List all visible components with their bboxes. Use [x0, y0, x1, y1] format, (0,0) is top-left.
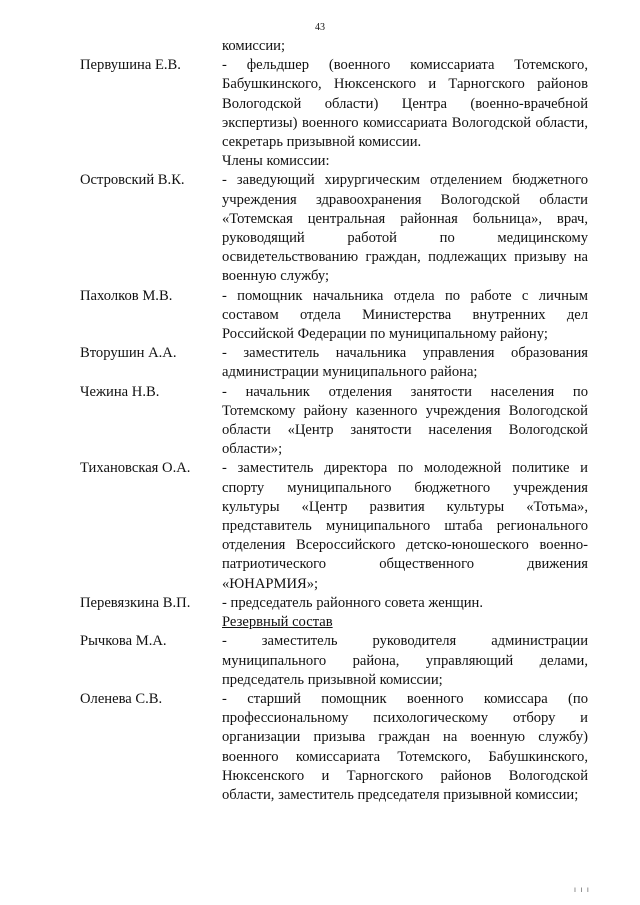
reserve-entry	[80, 690, 588, 805]
continuation-text: комиссии;	[222, 38, 286, 54]
document-body	[80, 37, 588, 805]
reserve-entry	[80, 632, 588, 690]
secretary-name: Первушина Е.В.	[80, 57, 181, 74]
member-name: Вторушин А.А.	[80, 345, 177, 362]
member-name: Тихановская О.А.	[80, 460, 191, 477]
reserve-role: - старший помощник военного комиссара (по профессиональному психологическому отбору и организации призыва граждан на военную службу) военного комиссариата Тотемского, Бабушкинского, Нюксенского и Тарногского районов Вологодской области, заместитель председателя призывной комиссии;	[222, 690, 588, 803]
member-role: - заместитель директора по молодежной политике и спорту муниципального бюджетного учреждения культуры «Центр развития культуры «Тотьма», представитель муниципального штаба регионального отделения Всероссийского детско-юношеского военно-патриотического общественного движения «ЮНАРМИЯ»;	[222, 460, 588, 592]
member-entry	[80, 594, 588, 613]
page-number: 43	[315, 22, 325, 33]
member-role: - заместитель начальника управления образования администрации муниципального района;	[222, 345, 588, 381]
member-entry	[80, 171, 588, 286]
member-role: - заведующий хирургическим отделением бюджетного учреждения здравоохранения Вологодской области «Тотемская центральная районная больница», врач, руководящий работой по медицинскому освидетельствованию граждан, подлежащих призыву на военную службу;	[222, 172, 588, 285]
secretary-entry	[80, 56, 588, 152]
member-entry	[80, 287, 588, 345]
scan-mark-icon: ı ı ı	[573, 884, 590, 894]
members-heading: Члены комиссии:	[222, 153, 330, 170]
reserve-heading: Резервный состав	[222, 614, 333, 631]
member-entry	[80, 459, 588, 593]
member-role: - начальник отделения занятости населения по Тотемскому району казенного учреждения Вологодской области «Центр занятости населения Вологодской области»;	[222, 383, 588, 458]
member-entry	[80, 383, 588, 460]
member-entry	[80, 344, 588, 382]
member-role: - помощник начальника отдела по работе с личным составом отдела Министерства внутренних дел Российской Федерации по муниципальному району;	[222, 287, 588, 343]
member-role: - председатель районного совета женщин.	[222, 594, 484, 611]
member-name: Чежина Н.В.	[80, 383, 160, 400]
secretary-role: - фельдшер (военного комиссариата Тотемского, Бабушкинского, Нюксенского и Тарногского районов Вологодской области) Центра (военно-врачебной экспертизы) военного комиссариата Вологодской области, секретарь призывной комиссии.	[222, 57, 588, 151]
member-name: Островский В.К.	[80, 172, 185, 189]
reserve-role: - заместитель руководителя администрации муниципального района, управляющий делами, председатель призывной комиссии;	[222, 633, 588, 688]
member-name: Перевязкина В.П.	[80, 594, 191, 611]
member-name: Пахолков М.В.	[80, 287, 173, 304]
reserve-name: Оленева С.В.	[80, 690, 163, 707]
reserve-name: Рычкова М.А.	[80, 633, 167, 650]
